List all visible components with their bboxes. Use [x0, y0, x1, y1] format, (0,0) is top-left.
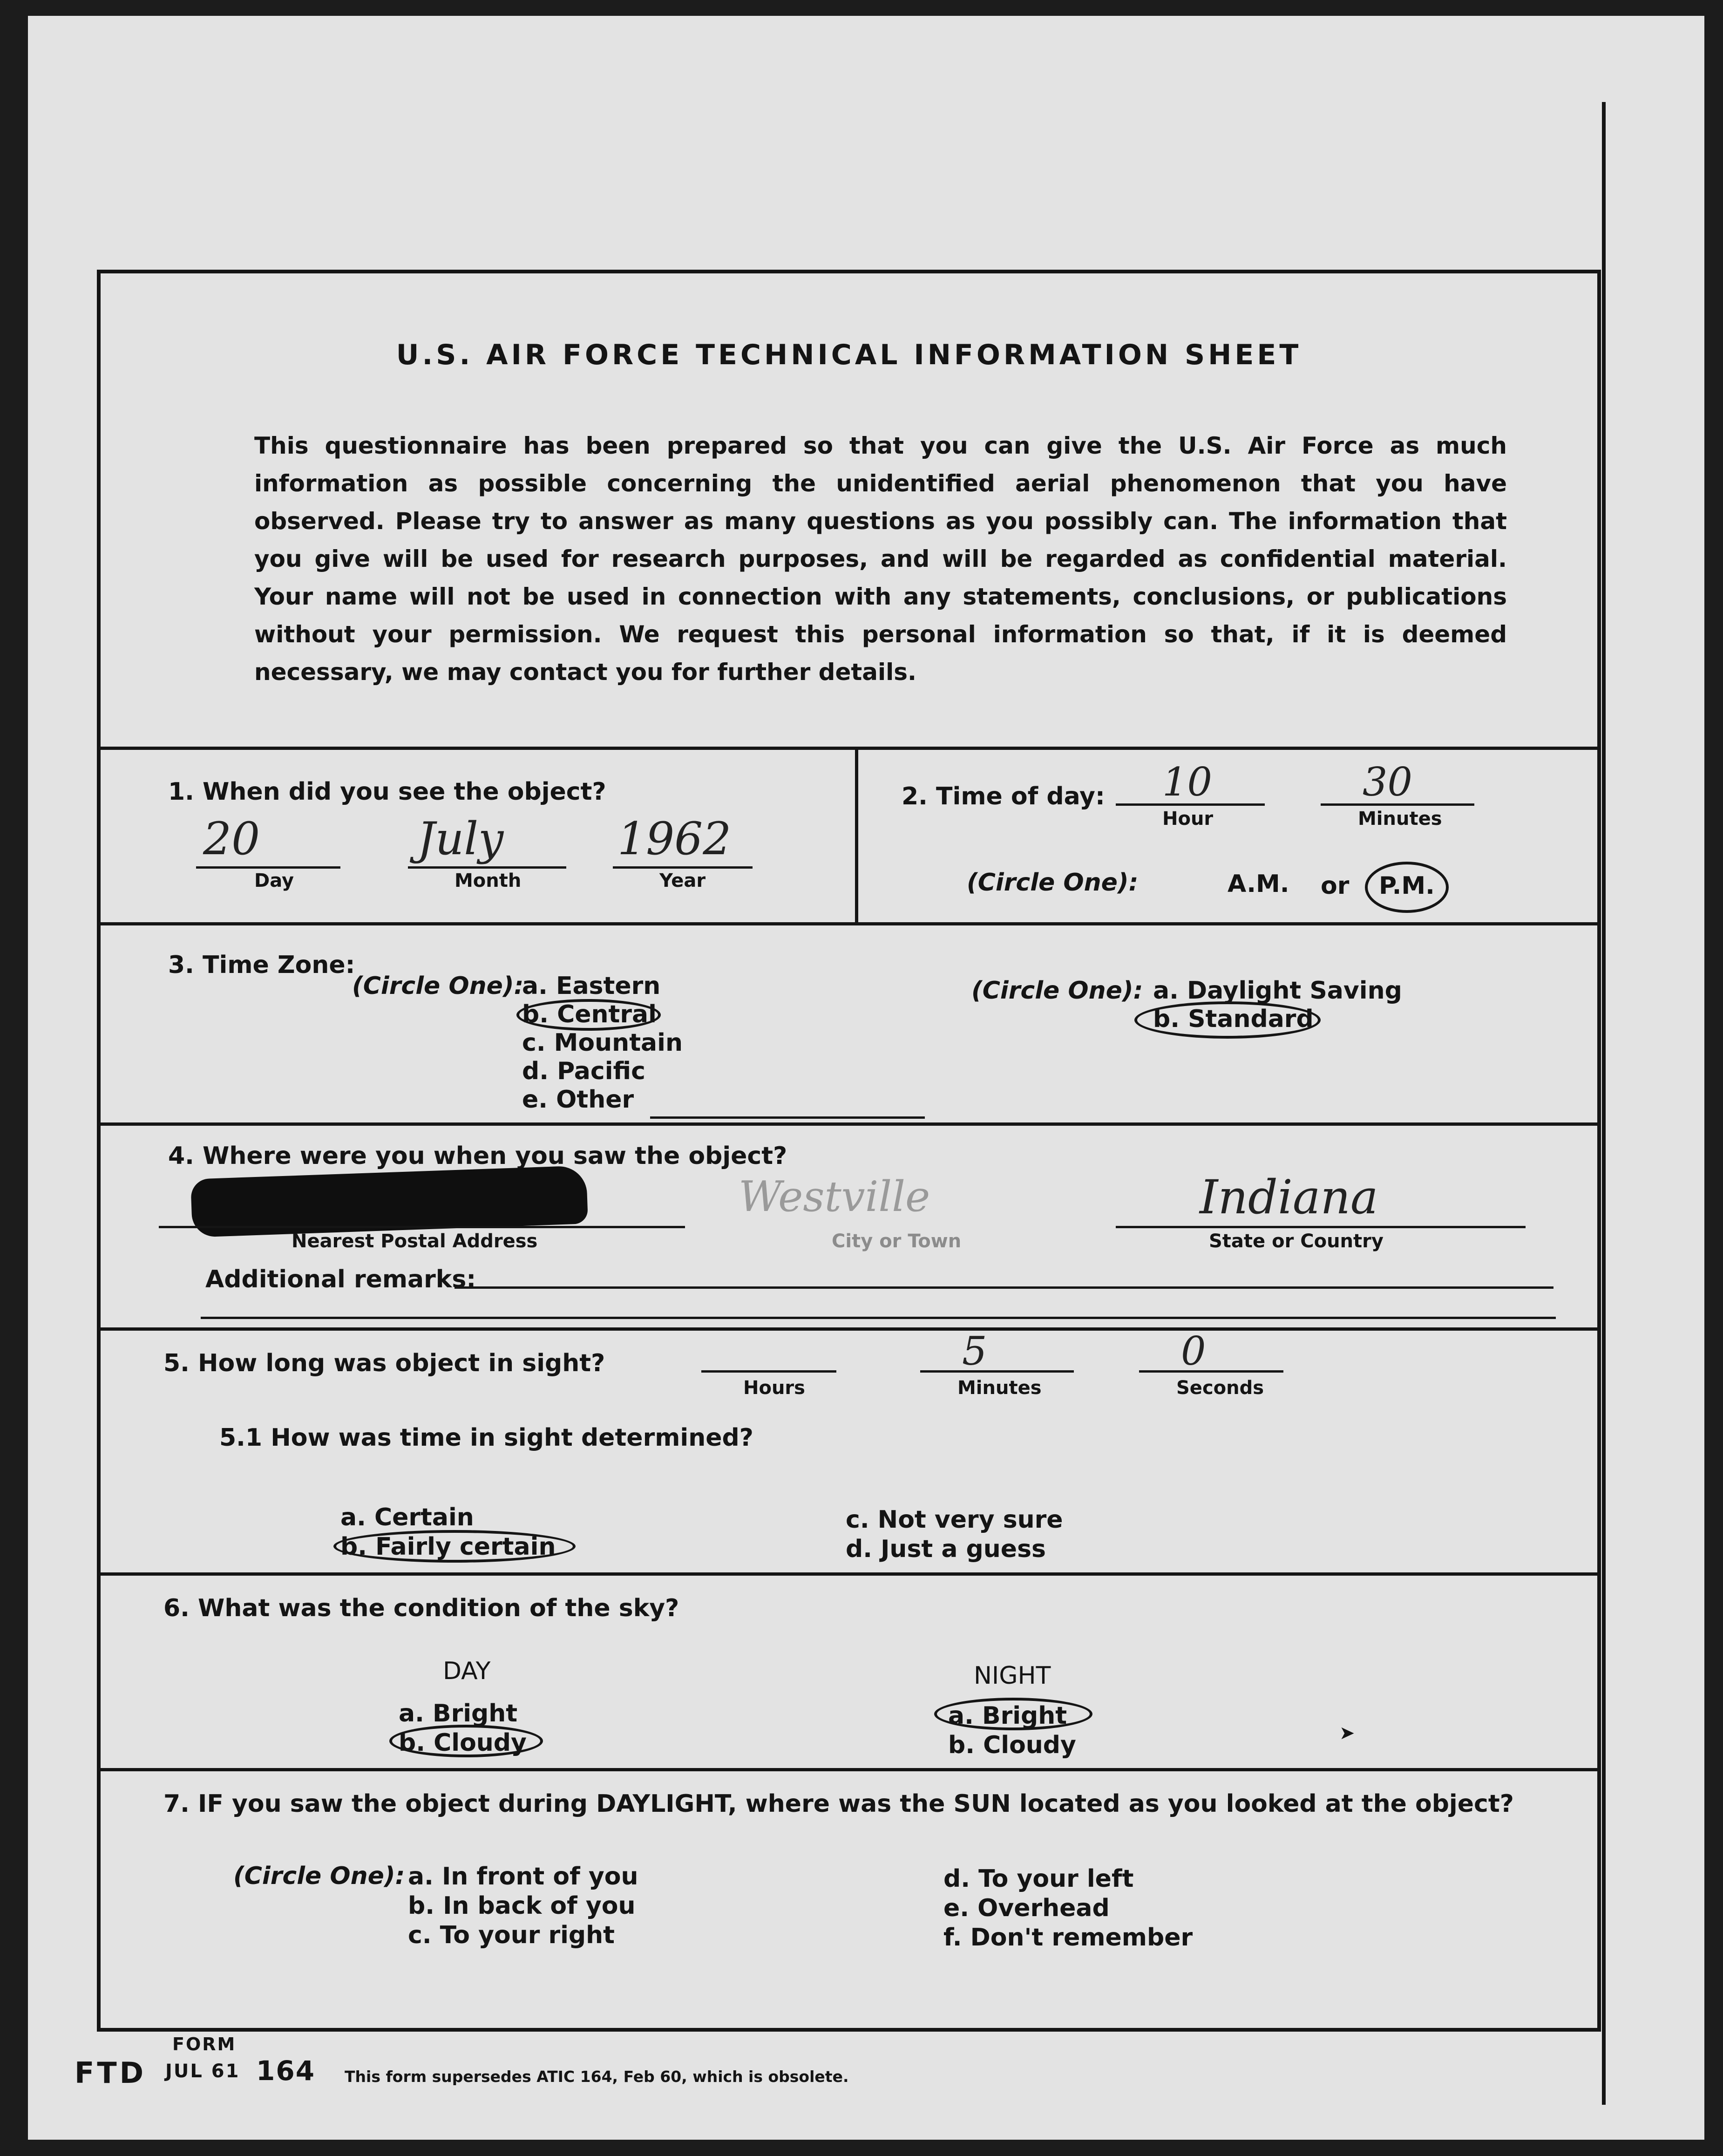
- q2-am-option[interactable]: A.M.: [1228, 870, 1289, 898]
- q5-hours-label: Hours: [743, 1377, 805, 1399]
- q4-state-line: [1116, 1226, 1526, 1228]
- q4-state-value[interactable]: Indiana: [1200, 1170, 1378, 1224]
- footer-form-number: 164: [256, 2055, 316, 2087]
- q5-seconds-line: [1139, 1370, 1283, 1373]
- q4-remarks-line-1[interactable]: [454, 1286, 1553, 1289]
- q2-or: or: [1321, 872, 1350, 900]
- q1-day-line: [196, 866, 340, 869]
- q2-pm-circle: [1365, 862, 1449, 913]
- section-q5: [101, 1328, 1597, 1576]
- q5-option-certain[interactable]: a. Certain: [340, 1503, 474, 1531]
- q6-day-heading: DAY: [443, 1657, 491, 1685]
- q4-postal-label: Nearest Postal Address: [292, 1231, 538, 1252]
- q1-day-label: Day: [254, 870, 294, 891]
- q4-state-label: State or Country: [1209, 1231, 1384, 1252]
- q6-day-cloudy[interactable]: b. Cloudy: [399, 1729, 527, 1757]
- q2-hour-line: [1116, 803, 1265, 806]
- q7-option-right[interactable]: c. To your right: [408, 1921, 615, 1949]
- section-q6: [101, 1576, 1597, 1771]
- q1-month-label: Month: [454, 870, 522, 891]
- q5-question: 5. How long was object in sight?: [163, 1349, 605, 1377]
- q3-circle-one-right: (Circle One):: [971, 977, 1143, 1005]
- q4-city-value[interactable]: Westville: [739, 1172, 930, 1221]
- page-edge-line: [1602, 102, 1606, 2105]
- q3-question: 3. Time Zone:: [168, 951, 355, 979]
- q4-postal-line: [159, 1226, 685, 1228]
- q1-question: 1. When did you see the object?: [168, 778, 606, 806]
- q4-remarks-label: Additional remarks:: [205, 1265, 476, 1293]
- q3-zone-central[interactable]: b. Central: [522, 1000, 657, 1028]
- q3-dst-daylight-saving[interactable]: a. Daylight Saving: [1153, 977, 1402, 1005]
- q3-central-circle: [516, 999, 661, 1031]
- q3-zone-eastern[interactable]: a. Eastern: [522, 972, 661, 1000]
- q2-minutes-label: Minutes: [1358, 808, 1442, 830]
- q2-circle-one: (Circle One):: [967, 869, 1139, 897]
- q6-night-cloudy[interactable]: b. Cloudy: [948, 1731, 1076, 1759]
- q6-night-bright-circle: [934, 1698, 1092, 1730]
- header-section: [101, 273, 1597, 750]
- q5-minutes-label: Minutes: [957, 1377, 1042, 1399]
- q5-fairly-certain-circle: [333, 1530, 576, 1563]
- q3-zone-other[interactable]: e. Other: [522, 1086, 634, 1114]
- q2-question: 2. Time of day:: [902, 782, 1105, 810]
- q4-remarks-line-2[interactable]: [201, 1317, 1556, 1319]
- section-q1-q2: [101, 750, 1597, 925]
- q7-option-left[interactable]: d. To your left: [943, 1865, 1134, 1893]
- q5-seconds-label: Seconds: [1176, 1377, 1264, 1399]
- section-q3: [101, 925, 1597, 1126]
- q4-city-label: City or Town: [832, 1231, 962, 1252]
- q1-q2-divider: [855, 750, 858, 922]
- q1-year-value[interactable]: 1962: [617, 813, 732, 865]
- arrow-mark-icon: ➤: [1339, 1722, 1355, 1744]
- q7-option-dont-remember[interactable]: f. Don't remember: [943, 1924, 1193, 1952]
- q5-seconds-value[interactable]: 0: [1181, 1328, 1206, 1374]
- q3-zone-mountain[interactable]: c. Mountain: [522, 1029, 683, 1057]
- q1-day-value[interactable]: 20: [203, 813, 260, 865]
- section-q4: [101, 1126, 1597, 1331]
- q2-pm-option[interactable]: P.M.: [1379, 872, 1435, 900]
- form-frame: [97, 270, 1601, 2032]
- q7-option-in-back[interactable]: b. In back of you: [408, 1892, 636, 1920]
- section-q7: [101, 1771, 1597, 2035]
- q2-minutes-value[interactable]: 30: [1363, 759, 1412, 805]
- q5-sub-question: 5.1 How was time in sight determined?: [219, 1424, 753, 1452]
- q6-day-bright[interactable]: a. Bright: [399, 1700, 518, 1728]
- q1-year-label: Year: [659, 870, 706, 891]
- q3-zone-pacific[interactable]: d. Pacific: [522, 1057, 645, 1085]
- q3-zones-list: [522, 972, 683, 1114]
- q5-minutes-value[interactable]: 5: [962, 1328, 987, 1374]
- q3-standard-circle: [1134, 1001, 1321, 1039]
- q1-year-line: [613, 866, 753, 869]
- form-title: U.S. AIR FORCE TECHNICAL INFORMATION SHEET: [396, 339, 1302, 371]
- q7-question: 7. IF you saw the object during DAYLIGHT, where was the SUN located as you looked at the object?: [163, 1790, 1514, 1818]
- q7-option-overhead[interactable]: e. Overhead: [943, 1894, 1110, 1922]
- q2-hour-value[interactable]: 10: [1162, 759, 1212, 805]
- q6-day-cloudy-circle: [389, 1725, 543, 1757]
- q7-options-left: [408, 1862, 638, 1950]
- footer-date: JUL 61: [165, 2061, 240, 2082]
- q7-circle-one: (Circle One):: [233, 1862, 405, 1890]
- q1-month-value[interactable]: July: [417, 813, 504, 865]
- q7-option-in-front[interactable]: a. In front of you: [408, 1863, 638, 1891]
- q1-month-line: [408, 866, 566, 869]
- q5-options-right: [846, 1505, 1063, 1564]
- footer-ftd: FTD: [75, 2056, 147, 2090]
- footer-note: This form supersedes ATIC 164, Feb 60, which is obsolete.: [345, 2068, 849, 2086]
- q5-option-not-very-sure[interactable]: c. Not very sure: [846, 1506, 1063, 1534]
- footer-form-label: FORM: [172, 2034, 237, 2054]
- q3-dst-standard[interactable]: b. Standard: [1153, 1005, 1314, 1033]
- q2-hour-label: Hour: [1162, 808, 1214, 830]
- q4-question: 4. Where were you when you saw the object?: [168, 1142, 787, 1170]
- q7-options-right: [943, 1864, 1193, 1952]
- intro-paragraph: This questionnaire has been prepared so that you can give the U.S. Air Force as much information as possible concerning the unidentified aerial phenomenon that you have observed. Please try to answer as many questions as you possibly can. The information that you give will be used for research purposes, and will be regarded as confidential material. Your name will not be used in connection with any statements, conclusions, or publications without your permission. We request this personal information so that, if it is deemed necessary, we may contact you for further details.: [254, 432, 1507, 686]
- q2-minutes-line: [1321, 803, 1474, 806]
- q6-question: 6. What was the condition of the sky?: [163, 1594, 679, 1622]
- q6-night-heading: NIGHT: [974, 1662, 1051, 1690]
- q3-circle-one-left: (Circle One):: [352, 972, 524, 1000]
- q5-option-just-a-guess[interactable]: d. Just a guess: [846, 1535, 1046, 1563]
- q3-other-line: [650, 1116, 925, 1119]
- q6-night-bright[interactable]: a. Bright: [948, 1702, 1067, 1730]
- q5-option-fairly-certain[interactable]: b. Fairly certain: [340, 1533, 556, 1561]
- q5-hours-line: [701, 1370, 836, 1373]
- q5-minutes-line: [920, 1370, 1074, 1373]
- form-page: [28, 16, 1704, 2140]
